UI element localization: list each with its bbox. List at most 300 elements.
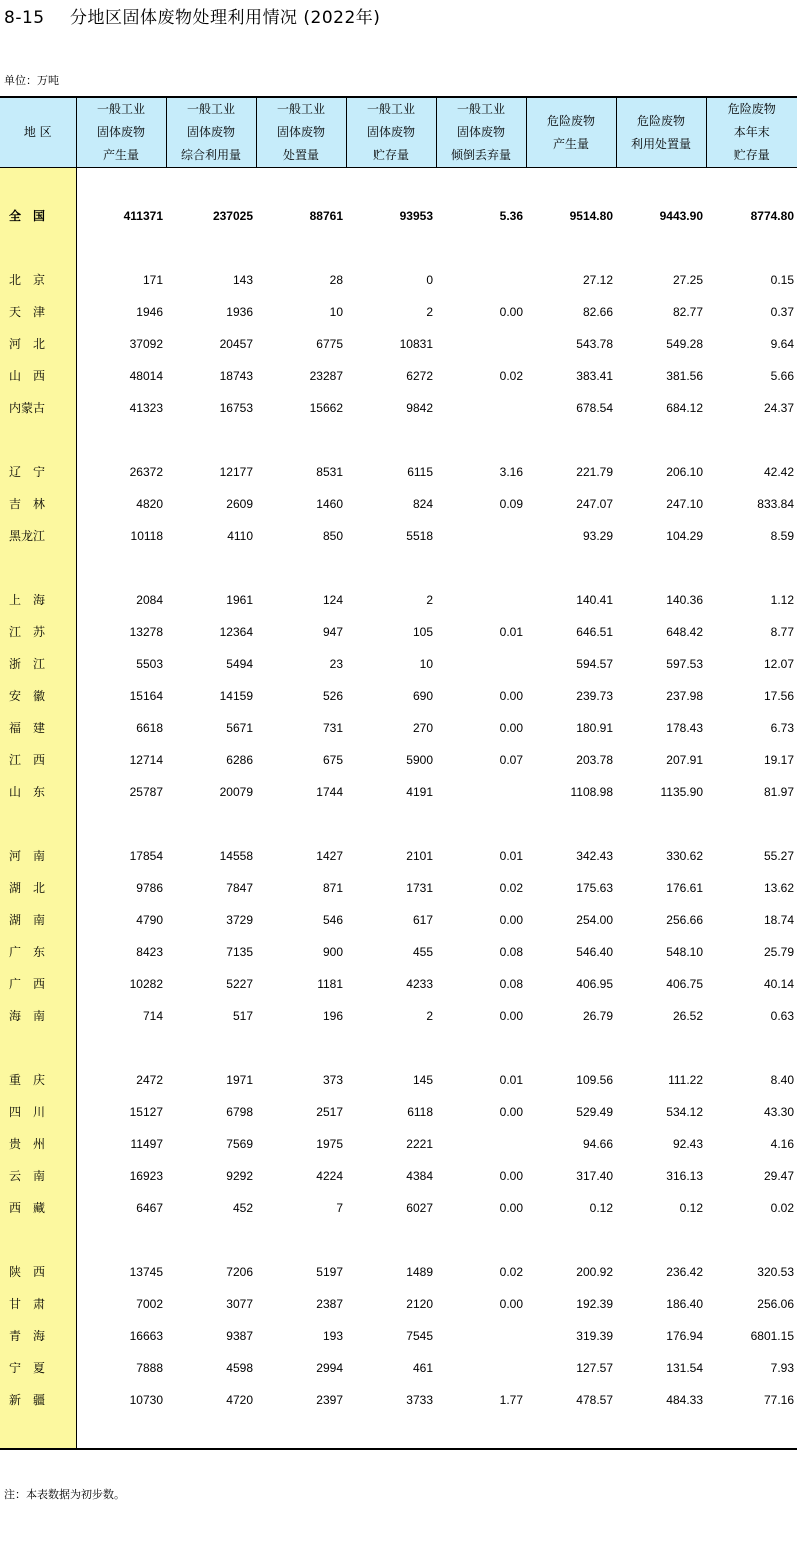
region-cell: 宁 夏 [0, 1352, 76, 1384]
value-cell: 373 [322, 1073, 343, 1087]
value-cell: 316.13 [666, 1169, 703, 1183]
region-cell: 内蒙古 [0, 392, 76, 424]
table-row [0, 1160, 797, 1192]
value-cell: 2472 [136, 1073, 163, 1087]
region-cell: 山 西 [0, 360, 76, 392]
column-header-line: 固体废物 [456, 125, 505, 139]
region-cell: 江 苏 [0, 616, 76, 648]
spacer-cell [256, 232, 346, 264]
value-cell: 517 [232, 1009, 253, 1023]
column-header [0, 97, 76, 168]
value-cell: 9387 [226, 1329, 253, 1343]
value-cell: 82.77 [672, 305, 703, 319]
value-cell: 82.66 [582, 305, 613, 319]
column-header [76, 97, 166, 168]
value-cell: 4820 [136, 497, 163, 511]
table-row [0, 1384, 797, 1416]
spacer-cell [706, 168, 797, 201]
value-cell: 3729 [226, 913, 253, 927]
value-cell: 203.78 [576, 753, 613, 767]
value-cell: 0.02 [499, 881, 523, 895]
value-cell: 105 [412, 625, 433, 639]
column-header-line: 固体废物 [276, 125, 325, 139]
spacer-cell [76, 1224, 166, 1256]
value-cell: 206.10 [666, 465, 703, 479]
spacer-cell [706, 808, 797, 840]
value-cell: 237025 [212, 209, 253, 223]
value-cell: 2120 [406, 1297, 433, 1311]
table-row [0, 328, 797, 360]
value-cell: 5900 [406, 753, 433, 767]
region-cell: 广 西 [0, 968, 76, 1000]
value-cell: 207.91 [666, 753, 703, 767]
value-cell: 342.43 [576, 849, 613, 863]
column-header-line: 危险废物 [546, 113, 595, 128]
spacer-cell [436, 1224, 526, 1256]
region-cell: 全 国 [0, 200, 76, 232]
value-cell: 5494 [226, 657, 253, 671]
value-cell: 7.93 [770, 1361, 794, 1375]
value-cell: 5.66 [770, 369, 794, 383]
spacer-cell [436, 232, 526, 264]
value-cell: 254.00 [576, 913, 613, 927]
value-cell: 330.62 [666, 849, 703, 863]
value-cell: 6798 [226, 1105, 253, 1119]
value-cell: 14558 [219, 849, 253, 863]
column-header-line: 危险废物 [636, 113, 685, 128]
value-cell: 0.15 [770, 273, 794, 287]
value-cell: 871 [322, 881, 343, 895]
spacer-cell [706, 1224, 797, 1256]
table-row [0, 360, 797, 392]
region-cell: 上 海 [0, 584, 76, 616]
table-row [0, 616, 797, 648]
region-cell: 浙 江 [0, 648, 76, 680]
value-cell: 0.00 [499, 1201, 523, 1215]
table-row [0, 1320, 797, 1352]
value-cell: 2 [426, 305, 433, 319]
value-cell: 196 [322, 1009, 343, 1023]
value-cell: 9514.80 [569, 209, 613, 223]
value-cell: 237.98 [666, 689, 703, 703]
value-cell: 175.63 [576, 881, 613, 895]
value-cell: 26.52 [672, 1009, 703, 1023]
spacer-cell [76, 808, 166, 840]
table-row [0, 392, 797, 424]
value-cell: 13745 [129, 1265, 163, 1279]
value-cell: 7206 [226, 1265, 253, 1279]
value-cell: 5503 [136, 657, 163, 671]
value-cell: 6618 [136, 721, 163, 735]
table-header-row [0, 97, 797, 168]
value-cell: 824 [412, 497, 433, 511]
spacer-row [0, 1416, 797, 1449]
value-cell [436, 264, 526, 296]
value-cell: 145 [412, 1073, 433, 1087]
spacer-cell [346, 1416, 436, 1449]
spacer-cell [706, 552, 797, 584]
column-header [166, 97, 256, 168]
spacer-cell [706, 1416, 797, 1449]
spacer-row [0, 232, 797, 264]
value-cell: 7888 [136, 1361, 163, 1375]
region-cell: 甘 肃 [0, 1288, 76, 1320]
spacer-cell [526, 168, 616, 201]
spacer-cell [616, 168, 706, 201]
value-cell: 10730 [129, 1393, 163, 1407]
value-cell: 178.43 [666, 721, 703, 735]
value-cell: 646.51 [576, 625, 613, 639]
value-cell: 1108.98 [570, 785, 613, 799]
value-cell: 1489 [406, 1265, 433, 1279]
spacer-cell [256, 1416, 346, 1449]
spacer-cell [256, 168, 346, 201]
table-row [0, 968, 797, 1000]
region-cell: 天 津 [0, 296, 76, 328]
value-cell: 4384 [406, 1169, 433, 1183]
value-cell: 2994 [316, 1361, 343, 1375]
value-cell: 143 [232, 273, 253, 287]
region-cell: 吉 林 [0, 488, 76, 520]
value-cell: 109.56 [576, 1073, 613, 1087]
column-header-line: 贮存量 [372, 148, 409, 162]
spacer-row [0, 1032, 797, 1064]
value-cell: 548.10 [666, 945, 703, 959]
value-cell [436, 584, 526, 616]
spacer-cell [526, 1032, 616, 1064]
value-cell: 0.09 [499, 497, 523, 511]
value-cell: 9443.90 [659, 209, 703, 223]
value-cell: 6118 [407, 1105, 433, 1119]
value-cell: 176.94 [666, 1329, 703, 1343]
value-cell: 1975 [316, 1137, 343, 1151]
region-cell: 重 庆 [0, 1064, 76, 1096]
table-body [0, 168, 797, 1450]
spacer-cell [526, 552, 616, 584]
value-cell: 5197 [316, 1265, 343, 1279]
table-row [0, 488, 797, 520]
region-cell: 新 疆 [0, 1384, 76, 1416]
spacer-cell [346, 424, 436, 456]
table-row [0, 776, 797, 808]
value-cell: 2397 [316, 1393, 343, 1407]
spacer-cell [166, 1224, 256, 1256]
region-cell: 云 南 [0, 1160, 76, 1192]
region-cell: 陕 西 [0, 1256, 76, 1288]
region-cell: 湖 南 [0, 904, 76, 936]
value-cell: 6286 [226, 753, 253, 767]
region-cell: 四 川 [0, 1096, 76, 1128]
column-header-line: 一般工业 [456, 102, 505, 116]
spacer-cell [526, 1416, 616, 1449]
spacer-row [0, 552, 797, 584]
value-cell: 6801.15 [750, 1329, 794, 1343]
value-cell: 3733 [406, 1393, 433, 1407]
total-row [0, 200, 797, 232]
spacer-cell [616, 232, 706, 264]
value-cell: 247.10 [666, 497, 703, 511]
spacer-cell [166, 168, 256, 201]
value-cell: 42.42 [763, 465, 794, 479]
value-cell: 15127 [129, 1105, 163, 1119]
spacer-cell [256, 1032, 346, 1064]
value-cell: 7002 [136, 1297, 163, 1311]
column-header [706, 97, 797, 168]
table-row [0, 648, 797, 680]
value-cell: 617 [412, 913, 433, 927]
table-row [0, 1128, 797, 1160]
value-cell: 7545 [406, 1329, 433, 1343]
value-cell: 239.73 [576, 689, 613, 703]
value-cell: 140.41 [576, 593, 613, 607]
value-cell: 9.64 [770, 337, 794, 351]
value-cell: 19.17 [763, 753, 794, 767]
value-cell: 18743 [219, 369, 253, 383]
value-cell: 594.57 [576, 657, 613, 671]
spacer-cell [0, 424, 76, 456]
value-cell: 81.97 [763, 785, 794, 799]
value-cell: 543.78 [576, 337, 613, 351]
value-cell: 13.62 [763, 881, 794, 895]
column-header [346, 97, 436, 168]
value-cell: 6.73 [770, 721, 794, 735]
unit-label: 单位：万吨 [4, 74, 59, 87]
spacer-cell [256, 552, 346, 584]
value-cell: 13278 [129, 625, 163, 639]
value-cell: 0.01 [499, 625, 523, 639]
value-cell: 10118 [130, 529, 163, 543]
table-row [0, 584, 797, 616]
value-cell: 17854 [129, 849, 163, 863]
column-header-line: 本年末 [733, 125, 770, 139]
value-cell: 41323 [129, 401, 163, 415]
data-table [0, 96, 797, 1450]
value-cell: 192.39 [576, 1297, 613, 1311]
spacer-cell [706, 1032, 797, 1064]
value-cell: 127.57 [576, 1361, 613, 1375]
table-row [0, 936, 797, 968]
column-header [616, 97, 706, 168]
value-cell: 12177 [219, 465, 253, 479]
spacer-cell [346, 1224, 436, 1256]
value-cell: 6115 [407, 465, 433, 479]
value-cell: 0.01 [499, 1073, 523, 1087]
value-cell: 0.02 [770, 1201, 794, 1215]
value-cell: 549.28 [666, 337, 703, 351]
value-cell: 406.95 [576, 977, 613, 991]
spacer-cell [436, 1032, 526, 1064]
spacer-cell [0, 232, 76, 264]
spacer-cell [166, 808, 256, 840]
region-cell: 山 东 [0, 776, 76, 808]
region-cell: 海 南 [0, 1000, 76, 1032]
value-cell: 4191 [406, 785, 433, 799]
column-header-line: 固体废物 [96, 125, 145, 139]
value-cell: 8531 [316, 465, 343, 479]
spacer-cell [526, 808, 616, 840]
value-cell: 93.29 [582, 529, 613, 543]
value-cell: 20457 [219, 337, 253, 351]
value-cell: 947 [322, 625, 343, 639]
value-cell: 7 [336, 1201, 343, 1215]
value-cell [436, 776, 526, 808]
region-cell: 西 藏 [0, 1192, 76, 1224]
value-cell [436, 520, 526, 552]
value-cell: 2101 [406, 849, 433, 863]
value-cell: 2609 [226, 497, 253, 511]
value-cell: 2084 [136, 593, 163, 607]
value-cell: 684.12 [666, 401, 703, 415]
value-cell: 7847 [226, 881, 253, 895]
column-header-line: 倾倒丢弃量 [450, 148, 511, 162]
spacer-cell [346, 1032, 436, 1064]
value-cell: 0.12 [679, 1201, 703, 1215]
region-cell: 贵 州 [0, 1128, 76, 1160]
table-row [0, 872, 797, 904]
table-row [0, 456, 797, 488]
value-cell: 0.00 [499, 305, 523, 319]
value-cell: 0.00 [499, 689, 523, 703]
value-cell: 256.66 [666, 913, 703, 927]
value-cell: 4.16 [770, 1137, 794, 1151]
value-cell: 6027 [406, 1201, 433, 1215]
value-cell: 15164 [129, 689, 163, 703]
value-cell: 675 [322, 753, 343, 767]
value-cell: 10 [329, 305, 343, 319]
table-row [0, 1192, 797, 1224]
value-cell: 406.75 [666, 977, 703, 991]
spacer-cell [616, 424, 706, 456]
value-cell: 320.53 [757, 1265, 794, 1279]
spacer-cell [526, 424, 616, 456]
table-title: 分地区固体废物处理利用情况 (2022年) [70, 8, 381, 28]
value-cell: 0.00 [499, 721, 523, 735]
value-cell: 526 [322, 689, 343, 703]
value-cell: 1427 [316, 849, 343, 863]
value-cell: 900 [322, 945, 343, 959]
table-row [0, 1096, 797, 1128]
value-cell: 5227 [226, 977, 253, 991]
value-cell: 7569 [226, 1137, 253, 1151]
spacer-cell [76, 168, 166, 201]
region-cell: 青 海 [0, 1320, 76, 1352]
spacer-cell [256, 424, 346, 456]
value-cell: 8.40 [770, 1073, 794, 1087]
value-cell: 43.30 [763, 1105, 794, 1119]
value-cell: 1961 [226, 593, 253, 607]
value-cell: 383.41 [576, 369, 613, 383]
value-cell: 2517 [316, 1105, 343, 1119]
value-cell: 6467 [136, 1201, 163, 1215]
spacer-cell [76, 552, 166, 584]
value-cell: 0 [426, 273, 433, 287]
value-cell: 27.25 [672, 273, 703, 287]
value-cell: 10 [419, 657, 433, 671]
footnote: 注：本表数据为初步数。 [4, 1488, 125, 1501]
spacer-row [0, 168, 797, 201]
value-cell: 648.42 [666, 625, 703, 639]
column-header [256, 97, 346, 168]
value-cell: 16663 [129, 1329, 163, 1343]
spacer-cell [616, 1032, 706, 1064]
region-cell: 安 徽 [0, 680, 76, 712]
column-header-line: 产生量 [552, 136, 589, 151]
value-cell: 48014 [129, 369, 163, 383]
value-cell: 319.39 [576, 1329, 613, 1343]
spacer-cell [76, 1032, 166, 1064]
spacer-cell [76, 232, 166, 264]
column-header-line: 综合利用量 [180, 148, 241, 162]
value-cell [436, 392, 526, 424]
value-cell: 16753 [219, 401, 253, 415]
value-cell: 0.08 [499, 977, 523, 991]
table-row [0, 904, 797, 936]
spacer-cell [436, 168, 526, 201]
value-cell: 92.43 [672, 1137, 703, 1151]
spacer-cell [706, 424, 797, 456]
region-cell: 北 京 [0, 264, 76, 296]
value-cell: 0.02 [499, 369, 523, 383]
value-cell: 0.12 [589, 1201, 613, 1215]
value-cell: 256.06 [757, 1297, 794, 1311]
value-cell: 546 [322, 913, 343, 927]
value-cell: 16923 [129, 1169, 163, 1183]
column-header-line: 危险废物 [727, 102, 776, 116]
spacer-cell [346, 168, 436, 201]
value-cell: 4224 [316, 1169, 343, 1183]
value-cell: 1744 [316, 785, 343, 799]
value-cell: 10831 [399, 337, 433, 351]
column-header-line: 地 区 [23, 125, 52, 139]
value-cell: 180.91 [576, 721, 613, 735]
value-cell [436, 328, 526, 360]
value-cell: 6775 [316, 337, 343, 351]
value-cell: 0.08 [499, 945, 523, 959]
column-header-line: 处置量 [282, 148, 319, 162]
value-cell: 131.54 [666, 1361, 703, 1375]
value-cell: 0.02 [499, 1265, 523, 1279]
value-cell: 1936 [226, 305, 253, 319]
value-cell: 1460 [316, 497, 343, 511]
value-cell: 7135 [226, 945, 253, 959]
table-row [0, 680, 797, 712]
value-cell: 0.37 [770, 305, 794, 319]
column-header-line: 一般工业 [96, 102, 145, 116]
region-cell: 黑龙江 [0, 520, 76, 552]
value-cell: 14159 [219, 689, 253, 703]
value-cell: 678.54 [576, 401, 613, 415]
spacer-cell [616, 552, 706, 584]
value-cell: 9786 [136, 881, 163, 895]
value-cell: 3077 [226, 1297, 253, 1311]
value-cell: 529.49 [576, 1105, 613, 1119]
spacer-cell [76, 1416, 166, 1449]
value-cell: 317.40 [576, 1169, 613, 1183]
value-cell: 833.84 [757, 497, 794, 511]
value-cell: 0.00 [499, 1009, 523, 1023]
table-row [0, 264, 797, 296]
value-cell [436, 1352, 526, 1384]
value-cell [436, 1320, 526, 1352]
value-cell: 8423 [136, 945, 163, 959]
value-cell: 714 [142, 1009, 163, 1023]
value-cell: 124 [322, 593, 343, 607]
spacer-cell [0, 1416, 76, 1449]
value-cell: 25.79 [763, 945, 794, 959]
column-header-line: 固体废物 [366, 125, 415, 139]
value-cell: 381.56 [666, 369, 703, 383]
value-cell: 26372 [129, 465, 163, 479]
